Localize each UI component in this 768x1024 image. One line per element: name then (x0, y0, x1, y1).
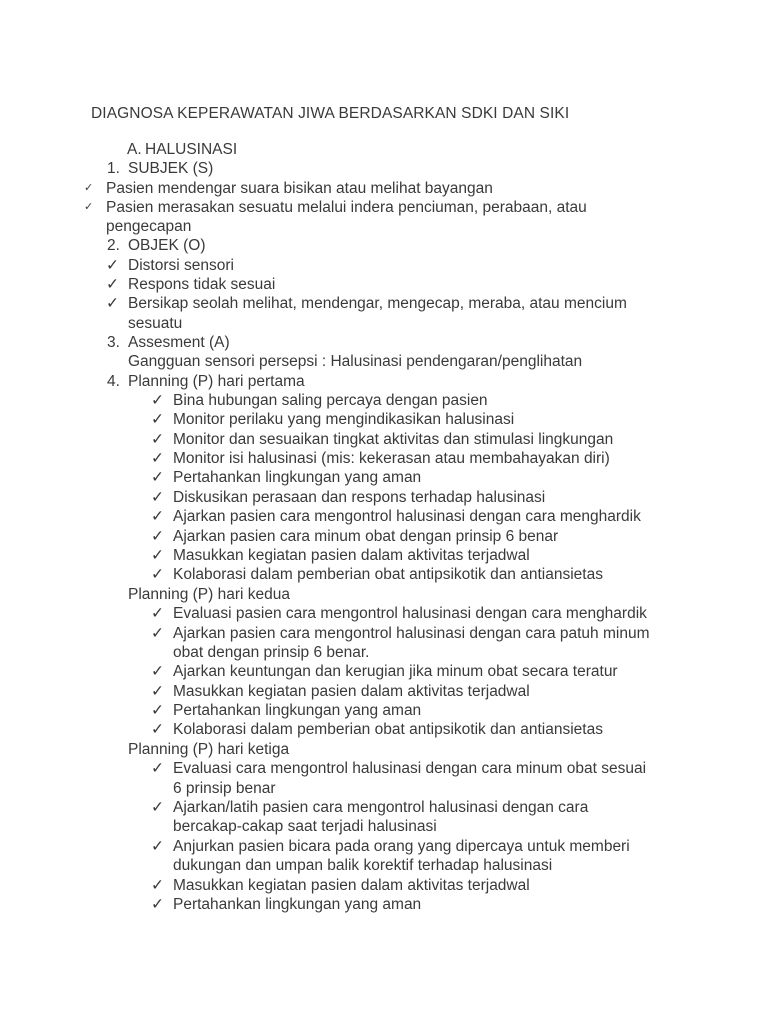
planning-day3-item-continued: 6 prinsip benar (173, 780, 276, 797)
section-marker: A. (127, 141, 142, 158)
check-icon: ✓ (151, 528, 164, 545)
planning-day1-item: Ajarkan pasien cara minum obat dengan prinsip 6 benar (173, 528, 559, 545)
planning-day2-item: Evaluasi pasien cara mengontrol halusinasi dengan cara menghardik (173, 605, 647, 622)
planning-day2-item: Masukkan kegiatan pasien dalam aktivitas terjadwal (173, 683, 530, 700)
check-icon: ✓ (151, 702, 164, 719)
assesment-number: 3. (107, 334, 120, 351)
planning-day2-item: Ajarkan pasien cara mengontrol halusinasi dengan cara patuh minum (173, 625, 650, 642)
check-icon: ✓ (151, 469, 164, 486)
planning-day2-item: Ajarkan keuntungan dan kerugian jika minum obat secara teratur (173, 663, 618, 680)
planning-day2-item-continued: obat dengan prinsip 6 benar. (173, 644, 370, 661)
planning-day3-item: Pertahankan lingkungan yang aman (173, 896, 422, 913)
check-icon: ✓ (84, 182, 94, 194)
check-icon: ✓ (151, 896, 164, 913)
check-icon: ✓ (106, 295, 119, 312)
planning-day3-heading: Planning (P) hari ketiga (128, 741, 290, 758)
check-icon: ✓ (151, 411, 164, 428)
check-icon: ✓ (151, 838, 164, 855)
section-heading: HALUSINASI (145, 141, 238, 158)
planning-day1-item: Pertahankan lingkungan yang aman (173, 469, 422, 486)
planning-day2-item: Pertahankan lingkungan yang aman (173, 702, 422, 719)
check-icon: ✓ (106, 257, 119, 274)
objek-heading: OBJEK (O) (128, 237, 206, 254)
planning-day1-item: Bina hubungan saling percaya dengan pasien (173, 392, 488, 409)
planning-day1-item: Ajarkan pasien cara mengontrol halusinasi dengan cara menghardik (173, 508, 641, 525)
subjek-heading: SUBJEK (S) (128, 160, 214, 177)
planning-number: 4. (107, 373, 120, 390)
check-icon: ✓ (84, 201, 94, 213)
check-icon: ✓ (151, 625, 164, 642)
objek-item: Respons tidak sesuai (128, 276, 276, 293)
planning-day1-item: Monitor perilaku yang mengindikasikan halusinasi (173, 411, 515, 428)
planning-day3-item-continued: dukungan dan umpan balik korektif terhadap halusinasi (173, 857, 553, 874)
planning-day2-heading: Planning (P) hari kedua (128, 586, 290, 603)
planning-day1-item: Diskusikan perasaan dan respons terhadap halusinasi (173, 489, 546, 506)
check-icon: ✓ (151, 450, 164, 467)
check-icon: ✓ (106, 276, 119, 293)
check-icon: ✓ (151, 392, 164, 409)
check-icon: ✓ (151, 431, 164, 448)
check-icon: ✓ (151, 683, 164, 700)
subjek-item: Pasien merasakan sesuatu melalui indera penciuman, perabaan, atau (106, 199, 587, 216)
check-icon: ✓ (151, 799, 164, 816)
planning-day1-item: Monitor isi halusinasi (mis: kekerasan atau membahayakan diri) (173, 450, 610, 467)
check-icon: ✓ (151, 663, 164, 680)
planning-day3-item: Ajarkan/latih pasien cara mengontrol halusinasi dengan cara (173, 799, 589, 816)
planning-day1-item: Kolaborasi dalam pemberian obat antipsikotik dan antiansietas (173, 566, 603, 583)
subjek-number: 1. (107, 160, 120, 177)
check-icon: ✓ (151, 489, 164, 506)
objek-number: 2. (107, 237, 120, 254)
planning-day2-item: Kolaborasi dalam pemberian obat antipsikotik dan antiansietas (173, 721, 603, 738)
check-icon: ✓ (151, 547, 164, 564)
planning-day1-item: Masukkan kegiatan pasien dalam aktivitas terjadwal (173, 547, 530, 564)
subjek-item: Pasien mendengar suara bisikan atau melihat bayangan (106, 180, 493, 197)
check-icon: ✓ (151, 605, 164, 622)
planning-day3-item-continued: bercakap-cakap saat terjadi halusinasi (173, 818, 437, 835)
check-icon: ✓ (151, 760, 164, 777)
check-icon: ✓ (151, 566, 164, 583)
objek-item: Distorsi sensori (128, 257, 234, 274)
planning-day1-heading: Planning (P) hari pertama (128, 373, 305, 390)
planning-day3-item: Masukkan kegiatan pasien dalam aktivitas terjadwal (173, 877, 530, 894)
objek-item: Bersikap seolah melihat, mendengar, mengecap, meraba, atau mencium (128, 295, 627, 312)
check-icon: ✓ (151, 508, 164, 525)
check-icon: ✓ (151, 877, 164, 894)
planning-day3-item: Anjurkan pasien bicara pada orang yang dipercaya untuk memberi (173, 838, 630, 855)
objek-item-continued: sesuatu (128, 315, 183, 332)
assesment-text: Gangguan sensori persepsi : Halusinasi pendengaran/penglihatan (128, 353, 583, 370)
planning-day3-item: Evaluasi cara mengontrol halusinasi dengan cara minum obat sesuai (173, 760, 647, 777)
document-title: DIAGNOSA KEPERAWATAN JIWA BERDASARKAN SDKI DAN SIKI (91, 105, 570, 122)
subjek-item-continued: pengecapan (106, 218, 192, 235)
check-icon: ✓ (151, 721, 164, 738)
planning-day1-item: Monitor dan sesuaikan tingkat aktivitas dan stimulasi lingkungan (173, 431, 614, 448)
assesment-heading: Assesment (A) (128, 334, 230, 351)
